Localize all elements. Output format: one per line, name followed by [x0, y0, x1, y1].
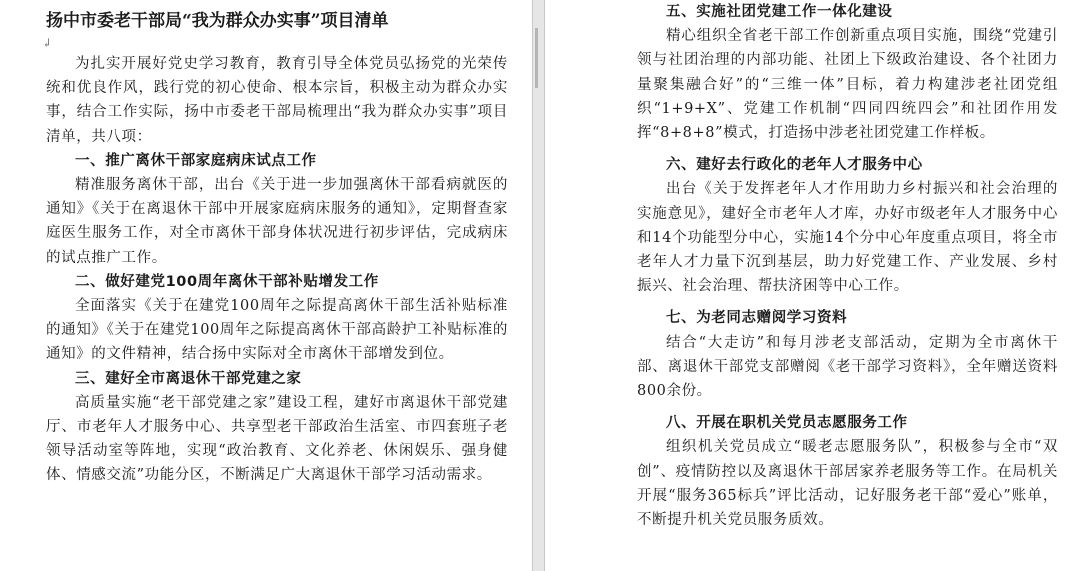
intro-paragraph: 为扎实开展好党史学习教育，教育引导全体党员弘扬党的光荣传统和优良作风，践行党的初心使命、根本宗旨，积极主动为群众办实事，结合工作实际，扬中市委老干部局梳理出“我为群众办实事”项目清单，共八项： — [46, 56, 508, 145]
section-heading-6: 六、建好去行政化的老年人才服务中心 — [666, 157, 923, 174]
section-body-3: 高质量实施“老干部党建之家”建设工程，建好市离退休干部党建厅、市老年人才服务中心、共享型老干部政治生活室、市四套班子老领导活动室等阵地，实现“政治教育、文化养老、休闲娱乐、强身健体、情感交流”功能分区，不断满足广大离退休干部学习活动需求。 — [46, 394, 508, 484]
page-gutter-mark — [535, 28, 538, 88]
section-body-7: 结合“大走访”和每月涉老支部活动，定期为全市离休干部、离退休干部党支部赠阅《老干部学习资料》，全年赠送资料800余份。 — [637, 334, 1058, 400]
section-body-1: 精准服务离休干部，出台《关于进一步加强离休干部看病就医的通知》《关于在离退休干部中开展家庭病床服务的通知》，定期督查家庭医生服务工作，对全市离休干部身体状况进行初步评估，完成病床的试点推广工作。 — [46, 177, 508, 266]
section-body-2: 全面落实《关于在建党100周年之际提高离休干部生活补贴标准的通知》《关于在建党100周年之际提高离休干部高龄护工补贴标准的通知》的文件精神，结合扬中实际对全市离休干部增发到位。 — [46, 298, 508, 363]
section-body-5: 精心组织全省老干部工作创新重点项目实施，围绕“党建引领与社团治理的内部功能、社团上下级政治建设、各个社团力量聚集融合好”的“三维一体”目标，着力构建涉老社团党组织“1+9+X”、党建工作机制“四同四统四会”和社团作用发挥“8+8+8”模式，打造扬中涉老社团党建工作样板。 — [637, 28, 1058, 142]
document-title: 扬中市委老干部局“我为群众办实事”项目清单 — [46, 11, 389, 31]
section-body-6: 出台《关于发挥老年人才作用助力乡村振兴和社会治理的实施意见》，建好全市老年人才库，办好市级老年人才服务中心和14个功能型分中心，实施14个分中心年度重点项目，将全市老年人才力量下沉到基层，助力好党建工作、产业发展、乡村振兴、社会治理、帮扶济困等中心工作。 — [637, 181, 1058, 295]
document-page-left — [0, 0, 532, 571]
section-body-8: 组织机关党员成立“暖老志愿服务队”，积极参与全市“双创”、疫情防控以及离退休干部居家养老服务等工作。在局机关开展“服务365标兵”评比活动，记好服务老干部“爱心”账单，不断提升机关党员服务质效。 — [637, 439, 1058, 529]
section-heading-3: 三、建好全市离退休干部党建之家 — [75, 370, 302, 387]
section-heading-8: 八、开展在职机关党员志愿服务工作 — [666, 415, 908, 432]
page-divider-left — [532, 0, 533, 571]
section-heading-1: 一、推广离休干部家庭病床试点工作 — [75, 152, 317, 169]
section-heading-7: 七、为老同志赠阅学习资料 — [666, 310, 848, 327]
section-heading-2: 二、做好建党100周年离休干部补贴增发工作 — [75, 273, 379, 290]
section-heading-5: 五、实施社团党建工作一体化建设 — [666, 4, 893, 20]
paragraph-mark-icon: ↲ — [42, 36, 53, 50]
document-page-right — [545, 0, 1080, 571]
